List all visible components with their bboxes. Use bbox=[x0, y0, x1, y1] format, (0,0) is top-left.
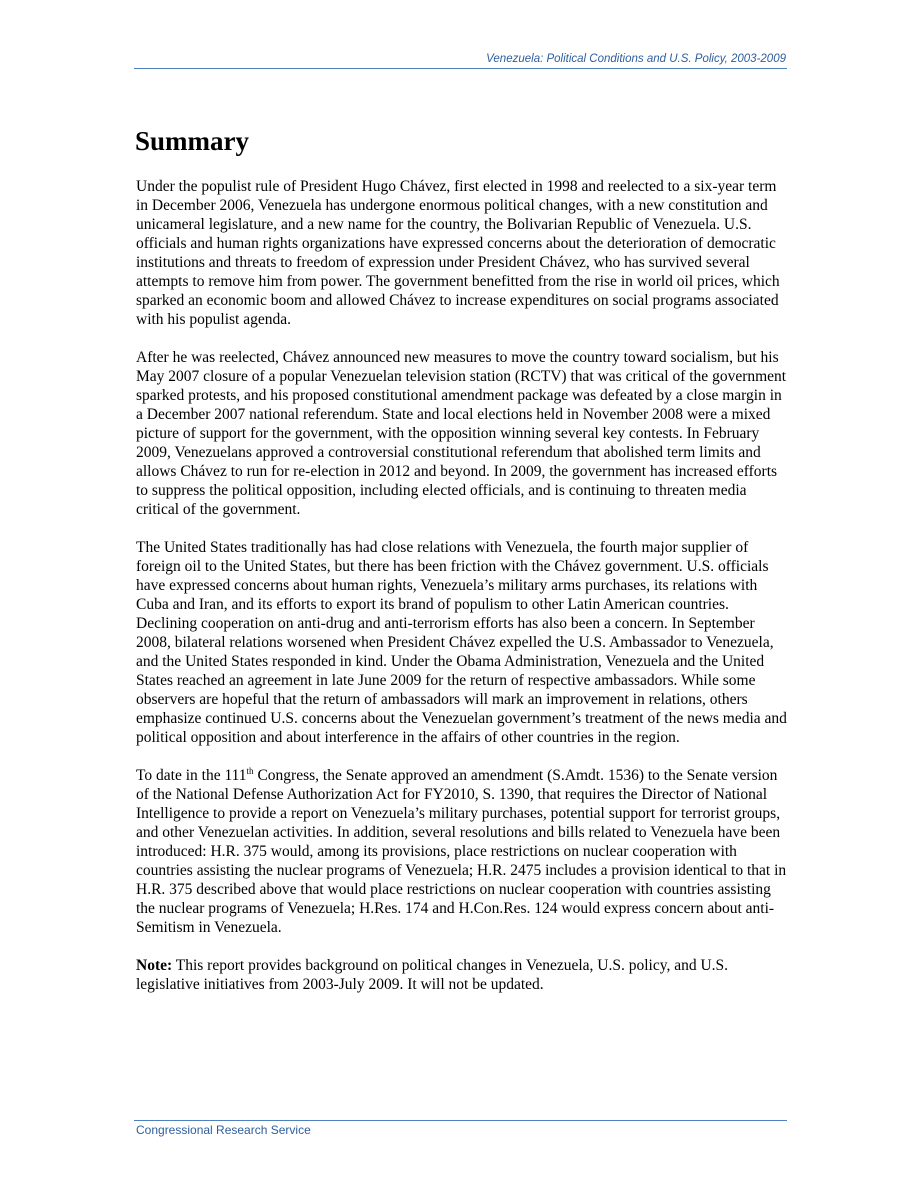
paragraph-1: Under the populist rule of President Hugo Chávez, first elected in 1998 and reelected to a six-year term in December 2006, Venezuela has undergone enormous political changes, with a new constitution and unicameral legislature, and a new name for the country, the Bolivarian Republic of Venezuela. U.S. officials and human rights organizations have expressed concerns about the deterioration of democratic institutions and threats to freedom of expression under President Chávez, who has survived several attempts to remove him from power. The government benefitted from the rise in world oil prices, which sparked an economic boom and allowed Chávez to increase expenditures on social programs associated with his populist agenda. bbox=[136, 178, 780, 328]
paragraph-3: The United States traditionally has had close relations with Venezuela, the fourth major supplier of foreign oil to the United States, but there has been friction with the Chávez government. U.S. officials have expressed concerns about human rights, Venezuela’s military arms purchases, its relations with Cuba and Iran, and its efforts to export its brand of populism to other Latin American countries. Declining cooperation on anti-drug and anti-terrorism efforts has also been a concern. In September 2008, bilateral relations worsened when President Chávez expelled the U.S. Ambassador to Venezuela, and the United States responded in kind. Under the Obama Administration, Venezuela and the United States reached an agreement in late June 2009 for the return of respective ambassadors. While some observers are hopeful that the return of ambassadors will mark an improvement in relations, others emphasize continued U.S. concerns about the Venezuelan government’s treatment of the news media and political opposition and about interference in the affairs of other countries in the region. bbox=[136, 539, 787, 746]
ordinal-superscript: th bbox=[246, 766, 254, 776]
page-title: Summary bbox=[135, 126, 249, 156]
paragraph-4-rest: Congress, the Senate approved an amendment (S.Amdt. 1536) to the Senate version of the National Defense Authorization Act for FY2010, S. 1390, that requires the Director of National Intelligence to provide a report on Venezuela’s military purchases, potential support for terrorist groups, and other Venezuelan activities. In addition, several resolutions and bills related to Venezuela have been introduced: H.R. 375 would, among its provisions, place restrictions on nuclear cooperation with countries assisting the nuclear programs of Venezuela; H.R. 2475 includes a provision identical to that in H.R. 375 described above that would place restrictions on nuclear cooperation with countries assisting the nuclear programs of Venezuela; H.Res. 174 and H.Con.Res. 124 would express concern about anti-Semitism in Venezuela. bbox=[136, 767, 787, 936]
footer-divider bbox=[134, 1120, 787, 1121]
paragraph-2: After he was reelected, Chávez announced new measures to move the country toward socialism, but his May 2007 closure of a popular Venezuelan television station (RCTV) that was critical of the government sparked protests, and his proposed constitutional amendment package was defeated by a close margin in a December 2007 national referendum. State and local elections held in November 2008 were a mixed picture of support for the government, with the opposition winning several key contests. In February 2009, Venezuelans approved a controversial constitutional referendum that abolished term limits and allows Chávez to run for re-election in 2012 and beyond. In 2009, the government has increased efforts to suppress the political opposition, including elected officials, and is continuing to threaten media critical of the government. bbox=[136, 349, 787, 518]
footer-organization: Congressional Research Service bbox=[136, 1123, 311, 1137]
note-text: This report provides background on political changes in Venezuela, U.S. policy, and U.S. legislative initiatives from 2003-July 2009. It will not be updated. bbox=[136, 957, 729, 993]
summary-body bbox=[136, 177, 787, 1013]
header-divider bbox=[134, 68, 787, 69]
paragraph-4 bbox=[136, 766, 787, 937]
note-label: Note: bbox=[136, 957, 173, 974]
note-paragraph bbox=[136, 956, 787, 994]
running-header: Venezuela: Political Conditions and U.S. Policy, 2003-2009 bbox=[486, 53, 786, 65]
paragraph-4-start: To date in the 111 bbox=[136, 767, 247, 784]
